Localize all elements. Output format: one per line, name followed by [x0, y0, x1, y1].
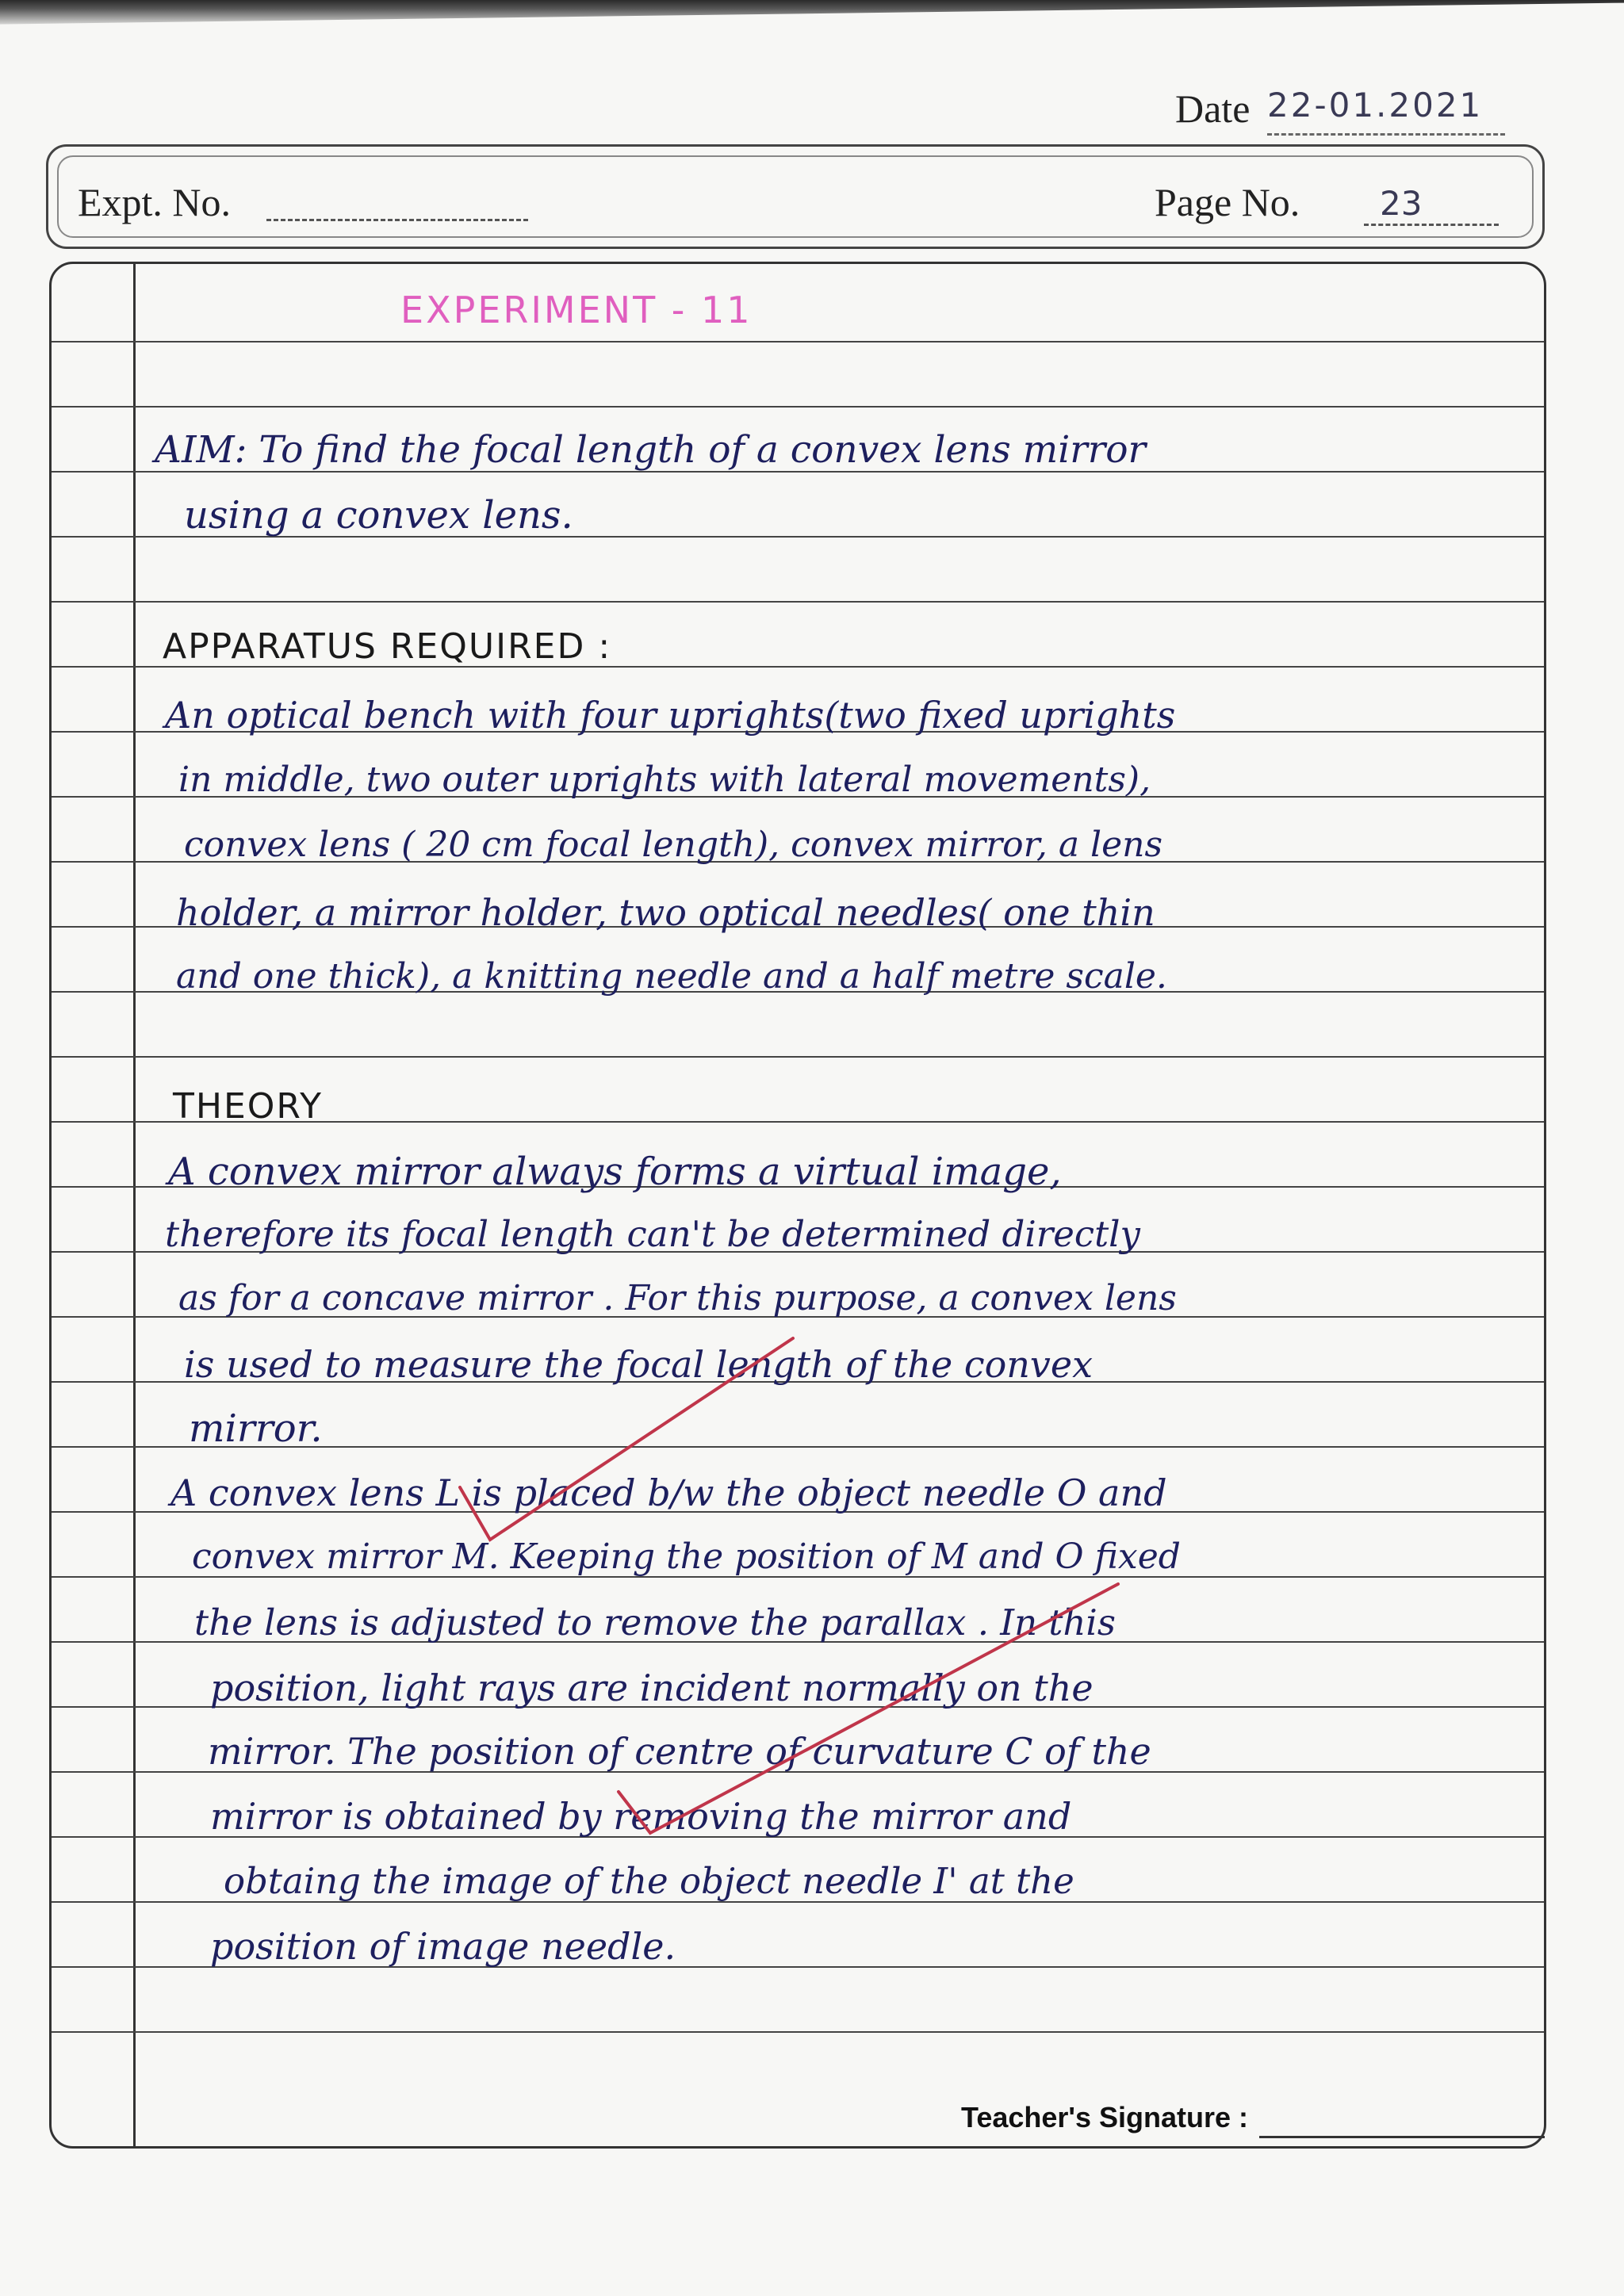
theory-line-13: position of image needle.	[210, 1925, 676, 1968]
aim-line-2: using a convex lens.	[184, 493, 573, 538]
theory-heading: THEORY	[173, 1086, 324, 1127]
theory-line-2: therefore its focal length can't be determined directly	[165, 1213, 1140, 1255]
page-no-label: Page No.	[1155, 180, 1300, 224]
page-no-value: 23	[1380, 184, 1423, 223]
theory-line-8: the lens is adjusted to remove the parallax . In this	[194, 1601, 1116, 1644]
theory-line-3: as for a concave mirror . For this purpose, a convex lens	[178, 1278, 1177, 1318]
check-mark-1	[460, 1338, 793, 1540]
apparatus-line-1: An optical bench with four uprights(two fixed uprights	[165, 694, 1176, 737]
apparatus-line-5: and one thick), a knitting needle and a half metre scale.	[176, 956, 1167, 997]
theory-line-9: position, light rays are incident normally on the	[210, 1667, 1094, 1709]
theory-line-7: convex mirror M. Keeping the position of M and O fixed	[192, 1536, 1181, 1577]
teacher-signature-line	[1259, 2136, 1545, 2138]
apparatus-line-4: holder, a mirror holder, two optical needles( one thin	[176, 891, 1155, 934]
check-mark-2	[619, 1584, 1118, 1833]
aim-line-1: AIM: To find the focal length of a convex lens mirror	[155, 428, 1146, 472]
theory-line-10: mirror. The position of centre of curvature C of the	[208, 1730, 1151, 1773]
theory-line-6: A convex lens L is placed b/w the object needle O and	[170, 1471, 1167, 1514]
apparatus-heading: APPARATUS REQUIRED :	[163, 626, 612, 667]
theory-line-1: A convex mirror always forms a virtual image,	[168, 1150, 1062, 1194]
theory-line-5: mirror.	[189, 1406, 323, 1451]
date-label: Date	[1175, 86, 1251, 131]
teacher-signature-label: Teacher's Signature :	[961, 2101, 1249, 2133]
apparatus-line-2: in middle, two outer uprights with lateral movements),	[178, 760, 1151, 800]
expt-no-label: Expt. No.	[78, 180, 232, 224]
experiment-title: EXPERIMENT - 11	[400, 289, 753, 331]
apparatus-line-3: convex lens ( 20 cm focal length), convex mirror, a lens	[184, 825, 1163, 865]
date-value: 22-01.2021	[1267, 86, 1484, 124]
theory-line-11: mirror is obtained by removing the mirror and	[210, 1795, 1072, 1838]
theory-line-12: obtaing the image of the object needle I' at the	[224, 1860, 1074, 1902]
theory-line-4: is used to measure the focal length of the convex	[184, 1343, 1094, 1386]
